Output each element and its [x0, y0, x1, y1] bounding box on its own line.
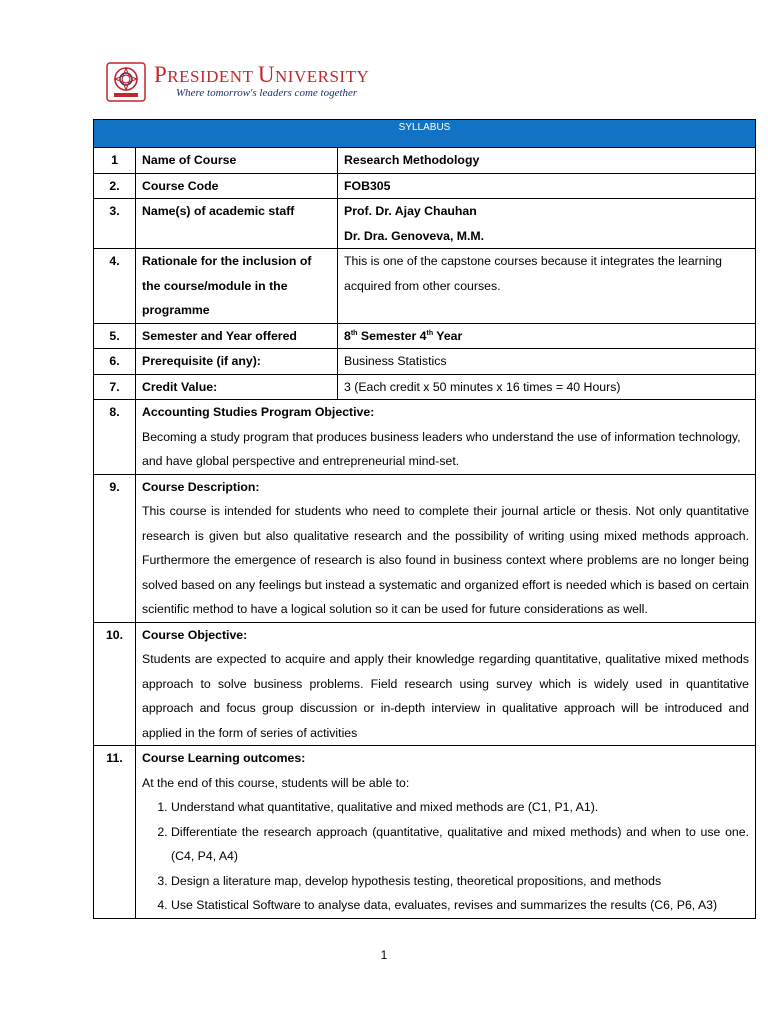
- row-number: 9.: [94, 474, 136, 622]
- section-heading: Course Description:: [142, 479, 260, 494]
- university-name: PRESIDENT UNIVERSITY: [154, 62, 370, 87]
- list-item: 3. Design a literature map, develop hypothesis testing, theoretical propositions, and methods: [171, 869, 749, 894]
- section-body: Becoming a study program that produces business leaders who understand the use of information technology, and have global perspective and entrepreneurial mind-set.: [142, 429, 741, 468]
- table-row: [94, 323, 756, 349]
- row-number: 3.: [94, 199, 136, 249]
- staff-name: Prof. Dr. Ajay Chauhan: [344, 204, 477, 218]
- row-value: 3 (Each credit x 50 minutes x 16 times = 40 Hours): [338, 374, 756, 400]
- row-number: 7.: [94, 374, 136, 400]
- row-number: 10.: [94, 622, 136, 746]
- row-label: Semester and Year offered: [136, 323, 338, 349]
- table-row: [94, 349, 756, 375]
- row-value: Business Statistics: [338, 349, 756, 375]
- table-row: [94, 374, 756, 400]
- row-value: Research Methodology: [338, 148, 756, 174]
- university-tagline: Where tomorrow's leaders come together: [176, 87, 358, 99]
- table-row: [94, 622, 756, 746]
- section-heading: Course Learning outcomes:: [142, 751, 306, 765]
- section-intro: At the end of this course, students will be able to:: [142, 775, 410, 790]
- row-number: 6.: [94, 349, 136, 375]
- row-label: Rationale for the inclusion of the course/module in the programme: [136, 249, 338, 324]
- row-number: 8.: [94, 400, 136, 475]
- row-section: [136, 622, 756, 746]
- row-section: [136, 474, 756, 622]
- row-label: Prerequisite (if any):: [136, 349, 338, 375]
- row-number: 2.: [94, 173, 136, 199]
- row-section: [136, 400, 756, 475]
- row-number: 4.: [94, 249, 136, 324]
- row-label: Name of Course: [136, 148, 338, 174]
- table-row: [94, 400, 756, 475]
- table-row: [94, 474, 756, 622]
- section-heading: Accounting Studies Program Objective:: [142, 405, 375, 419]
- table-row: [94, 148, 756, 174]
- page-number: 1: [380, 948, 388, 962]
- row-number: 11.: [94, 746, 136, 919]
- table-row: [94, 746, 756, 919]
- section-body: Students are expected to acquire and apply their knowledge regarding quantitative, qualitative mixed methods approach to solve business problems. Field research using survey which is widely used in quantitative approach and focus group discussion or in-depth interview in qualitative approach will be introduced and applied in the form of series of activities: [142, 652, 750, 740]
- table-row: [94, 173, 756, 199]
- row-section: [136, 746, 756, 919]
- row-value: FOB305: [338, 173, 756, 199]
- section-body: This course is intended for students who need to complete their journal article or thesis. Not only quantitative research is given but also qualitative research and the possibility of writing using mixed methods approach. Furthermore the emergence of research is also found in business context where problems are no longer being solved based on any feelings but instead a systematic and organized effort is needed which is based on certain scientific method to have a logical solution so it can be used for future considerations as well.: [142, 504, 750, 616]
- row-label: Course Code: [136, 173, 338, 199]
- outcomes-list: [142, 795, 749, 918]
- row-number: 1: [94, 148, 136, 174]
- table-title: SYLLABUS: [94, 120, 756, 148]
- list-item: 2. Differentiate the research approach (quantitative, qualitative and mixed methods) and when to use one. (C4, P4, A4): [171, 820, 749, 869]
- university-logo: [106, 62, 406, 104]
- section-heading: Course Objective:: [142, 627, 248, 642]
- row-label: Credit Value:: [136, 374, 338, 400]
- staff-name: Dr. Dra. Genoveva, M.M.: [344, 228, 485, 243]
- table-header-row: [94, 120, 756, 148]
- syllabus-table: [93, 119, 756, 919]
- row-value: 8th Semester 4th Year: [338, 323, 756, 349]
- table-row: [94, 249, 756, 324]
- list-item: 1. Understand what quantitative, qualitative and mixed methods are (C1, P1, A1).: [171, 795, 749, 820]
- row-value: [338, 199, 756, 249]
- table-row: [94, 199, 756, 249]
- university-crest-icon: [106, 62, 146, 102]
- list-item: 4. Use Statistical Software to analyse data, evaluates, revises and summarizes the results (C6, P6, A3): [171, 893, 749, 918]
- row-value: This is one of the capstone courses because it integrates the learning acquired from other courses.: [338, 249, 756, 324]
- row-number: 5.: [94, 323, 136, 349]
- row-label: Name(s) of academic staff: [136, 199, 338, 249]
